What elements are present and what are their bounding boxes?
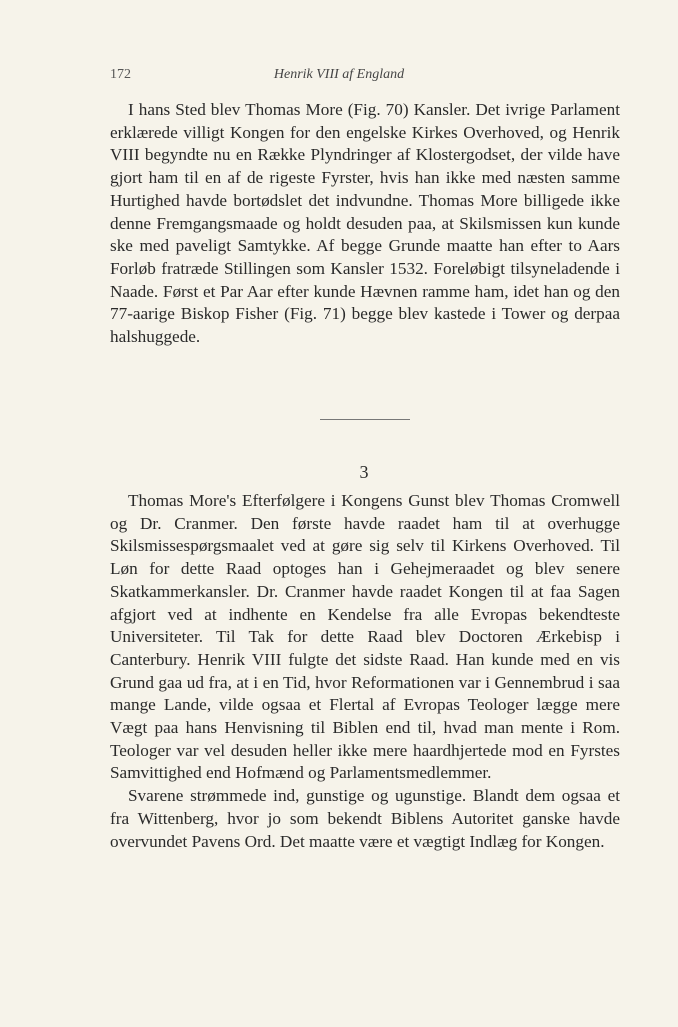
section-one-text: [110, 99, 620, 349]
section-number: 3: [359, 462, 369, 482]
page-number: 172: [110, 67, 131, 82]
paragraph: Thomas More's Efterfølgere i Kongens Gunst blev Thomas Cromwell og Dr. Cranmer. Den første havde raadet ham til at overhugge Skilsmissespørgsmaalet ved at gøre sig selv til Kirkens Overhoved. Til Løn for dette Raad optoges han i Gehejmeraadet og blev senere Skatkammerkansler. Dr. Cranmer havde raadet Kongen til at faa Sagen afgjort ved at indhente en Kendelse fra alle Evropas bekendteste Universiteter. Til Tak for dette Raad blev Doctoren Ærkebisp i Canterbury. Henrik VIII fulgte det sidste Raad. Han kunde med en vis Grund gaa ud fra, at i en Tid, hvor Reformationen var i Gennembrud i saa mange Lande, vilde ogsaa et Flertal af Evropas Teologer lægge mere Vægt paa hans Henvisning til Biblen end til, hvad man mente i Rom. Teologer var vel desuden heller ikke mere haardhjertede mod en Fyrstes Samvittighed end Hofmænd og Parlamentsmedlemmer.: [110, 491, 620, 783]
paragraph: Svarene strømmede ind, gunstige og ugunstige. Blandt dem ogsaa et fra Wittenberg, hvor jo som bekendt Biblens Autoritet ganske havde overvundet Pavens Ord. Det maatte være et vægtigt Indlæg for Kongen.: [110, 786, 620, 851]
paragraph: I hans Sted blev Thomas More (Fig. 70) Kansler. Det ivrige Parlament erklærede villigt Kongen for den engelske Kirkes Overhoved, og Henrik VIII begyndte nu en Række Plyndringer af Klostergodset, der vilde have gjort ham til en af de rigeste Fyrster, hvis han ikke med næsten samme Hurtighed havde bortødslet det indvundne. Thomas More billigede ikke denne Fremgangsmaade og holdt desuden paa, at Skilsmissen kun kunde ske med paveligt Samtykke. Af begge Grunde maatte han efter to Aars Forløb fratræde Stillingen som Kansler 1532. Foreløbigt tilsyneladende i Naade. Først et Par Aar efter kunde Hævnen ramme ham, idet han og den 77-aarige Biskop Fisher (Fig. 71) begge blev kastede i Tower og derpaa halshuggede.: [110, 100, 620, 347]
running-title: Henrik VIII af England: [273, 67, 405, 82]
section-divider: [320, 419, 410, 420]
section-two-text: [110, 490, 620, 853]
